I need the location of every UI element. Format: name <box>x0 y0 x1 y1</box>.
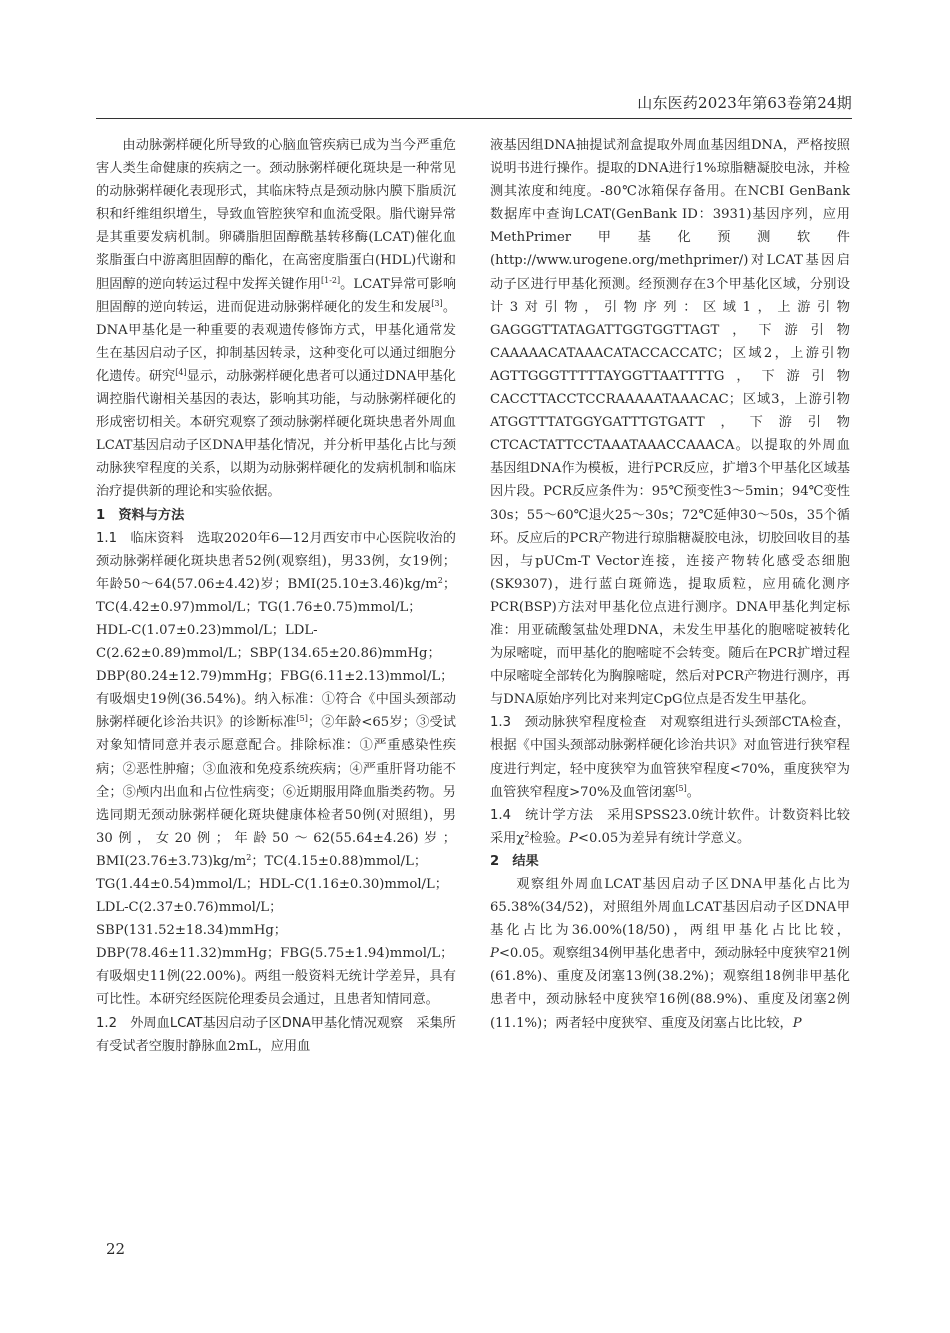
citation: [5] <box>675 783 687 793</box>
subsection-label: 1.4 统计学方法 <box>490 807 594 823</box>
running-header: 山东医药2023年第63卷第24期 <box>637 94 852 112</box>
results-paragraph: 观察组外周血LCAT基因启动子区DNA甲基化占比为65.38%(34/52)，对照组外周血LCAT基因启动子区DNA甲基化占比为36.00%(18/50)，两组甲基化占比比较，P<0.05。观察组34例甲基化患者中，颈动脉轻中度狭窄21例(61.8%)、重度及闭塞13例(38.2%)；观察组18例非甲基化患者中，颈动脉轻中度狭窄16例(88.9%)、重度及闭塞2例(11.1%)；两者轻中度狭窄、重度及闭塞占比比较，P <box>490 877 850 1031</box>
subsection-label: 1.2 外周血LCAT基因启动子区DNA甲基化情况观察 <box>96 1015 404 1031</box>
subsection-stenosis-exam: 1.3 颈动脉狭窄程度检查 对观察组进行头颈部CTA检查，根据《中国头颈部动脉粥样硬化诊治共识》对血管进行狭窄程度进行判定，轻中度狭窄为血管狭窄程度<70%，重度狭窄为血管狭窄程度>70%及血管闭塞[5]。 <box>490 715 850 800</box>
subsection-clinical-data: 1.1 临床资料 选取2020年6—12月西安市中心医院收治的颈动脉粥样硬化斑块患者52例(观察组)，男33例，女19例；年龄50～64(57.06±4.42)岁；$BMI(25.10\pm 3.46)kg/m^2$；TC(4.42±0.97)mmol/L；TG(1.76±0.75)mmol/L；HDL-C(1.07±0.23)mmol/L；LDL-C(2.62±0.89)mmol/L；SBP(134.65±20.86)mmHg；DBP(80.24±12.79)mmHg；FBG(6.11±2.13)mmol/L；有吸烟史19例(36.54%)。纳入标准：①符合《中国头颈部动脉粥样硬化诊治共识》的诊断标准[5]；②年龄<65岁；③受试对象知情同意并表示愿意配合。排除标准：①严重感染性疾病；②恶性肿瘤；③血液和免疫系统疾病；④严重肝肾功能不全；⑤颅内出血和占位性病变；⑥近期服用降血脂类药物。另选同期无颈动脉粥样硬化斑块健康体检者50例(对照组)，男30例，女20例；年龄50～62(55.64±4.26)岁；$BMI(23.76\pm 3.73)kg/m^2$；TC(4.15±0.88)mmol/L；TG(1.44±0.54)mmol/L；HDL-C(1.16±0.30)mmol/L；LDL-C(2.37±0.76)mmol/L；SBP(131.52±18.34)mmHg；DBP(78.46±11.32)mmHg；FBG(5.75±1.94)mmol/L；有吸烟史11例(22.00%)。两组一般资料无统计学差异，具有可比性。本研究经医院伦理委员会通过，且患者知情同意。 <box>96 530 456 1008</box>
intro-paragraph: 由动脉粥样硬化所导致的心脑血管疾病已成为当今严重危害人类生命健康的疾病之一。颈动脉粥样硬化斑块是一种常见的动脉粥样硬化表现形式，其临床特点是颈动脉内膜下脂质沉积和纤维组织增生，导致血管腔狭窄和血流受限。脂代谢异常是其重要发病机制。卵磷脂胆固醇酰基转移酶(LCAT)催化血浆脂蛋白中游离胆固醇的酯化，在高密度脂蛋白(HDL)代谢和胆固醇的逆向转运过程中发挥关键作用[1-2]。LCAT异常可影响胆固醇的逆向转运，进而促进动脉粥样硬化的发生和发展[3]。DNA甲基化是一种重要的表观遗传修饰方式，甲基化通常发生在基因启动子区，抑制基因转录，这种变化可以通过细胞分化遗传。研究[4]显示，动脉粥样硬化患者可以通过DNA甲基化调控脂代谢相关基因的表达，影响其功能，与动脉粥样硬化的形成密切相关。本研究观察了颈动脉粥样硬化斑块患者外周血LCAT基因启动子区DNA甲基化情况，并分析甲基化占比与颈动脉狭窄程度的关系，以期为动脉粥样硬化的发病机制和临床治疗提供新的理论和实验依据。 <box>96 138 457 500</box>
header-rule <box>96 118 852 119</box>
citation: [4] <box>175 367 187 377</box>
section-heading-methods: 1 资料与方法 <box>96 507 185 523</box>
citation: [1-2] <box>320 275 341 285</box>
methods-paragraph: 液基因组DNA抽提试剂盒提取外周血基因组DNA，严格按照说明书进行操作。提取的DNA进行1%琼脂糖凝胶电泳，并检测其浓度和纯度。-80℃冰箱保存备用。在NCBI GenBank数据库中查询LCAT(GenBank ID：3931)基因序列，应用MethPrimer甲基化预测软件(http://www.urogene.org/methprimer/)对LCAT基因启动子区进行甲基化预测。经预测存在3个甲基化区域，分别设计3对引物，引物序列：区域1，上游引物GAGGGTTATAGATTGGTGGTTAGT，下游引物CAAAAACATAAACATACCACCATC；区域2，上游引物AGTTGGGTTTTTAYGGTTAATTTTG，下游引物CACCTTACCTCCRAAAAATAAACAC；区域3，上游引物ATGGTTTATGGYGATTTGTGATT，下游引物CTCACTATTCCTAAATAAACCAAACA。以提取的外周血基因组DNA作为模板，进行PCR反应，扩增3个甲基化区域基因片段。PCR反应条件为：95℃预变性3～5min；94℃变性30s；55～60℃退火25～30s；72℃延伸30～50s，35个循环。反应后的PCR产物进行琼脂糖凝胶电泳，切胶回收目的基因，与pUCm-T Vector连接，连接产物转化感受态细胞(SK9307)，进行蓝白斑筛选，提取质粒，应用硫化测序PCR(BSP)方法对甲基化位点进行测序。DNA甲基化判定标准：用亚硫酸氢盐处理DNA，未发生甲基化的胞嘧啶被转化为尿嘧啶，而甲基化的胞嘧啶不会转变。随后在PCR扩增过程中尿嘧啶全部转化为胸腺嘧啶，然后对PCR产物进行测序，再与DNA原始序列比对来判定CpG位点是否发生甲基化。 <box>490 138 850 708</box>
subsection-label: 1.1 临床资料 <box>96 530 184 546</box>
right-column <box>490 134 850 1035</box>
left-column <box>96 134 456 1058</box>
subsection-methylation-observation: 1.2 外周血LCAT基因启动子区DNA甲基化情况观察 采集所有受试者空腹肘静脉血2mL，应用血 <box>96 1015 456 1054</box>
subsection-statistics: 1.4 统计学方法 采用SPSS23.0统计软件。计数资料比较采用$\chi^2$检验。P<0.05为差异有统计学意义。 <box>490 807 850 846</box>
section-heading-results: 2 结果 <box>490 853 539 869</box>
subsection-label: 1.3 颈动脉狭窄程度检查 <box>490 715 647 731</box>
citation: [3] <box>431 298 443 308</box>
page-number: 22 <box>106 1240 126 1258</box>
citation: [5] <box>296 714 308 724</box>
